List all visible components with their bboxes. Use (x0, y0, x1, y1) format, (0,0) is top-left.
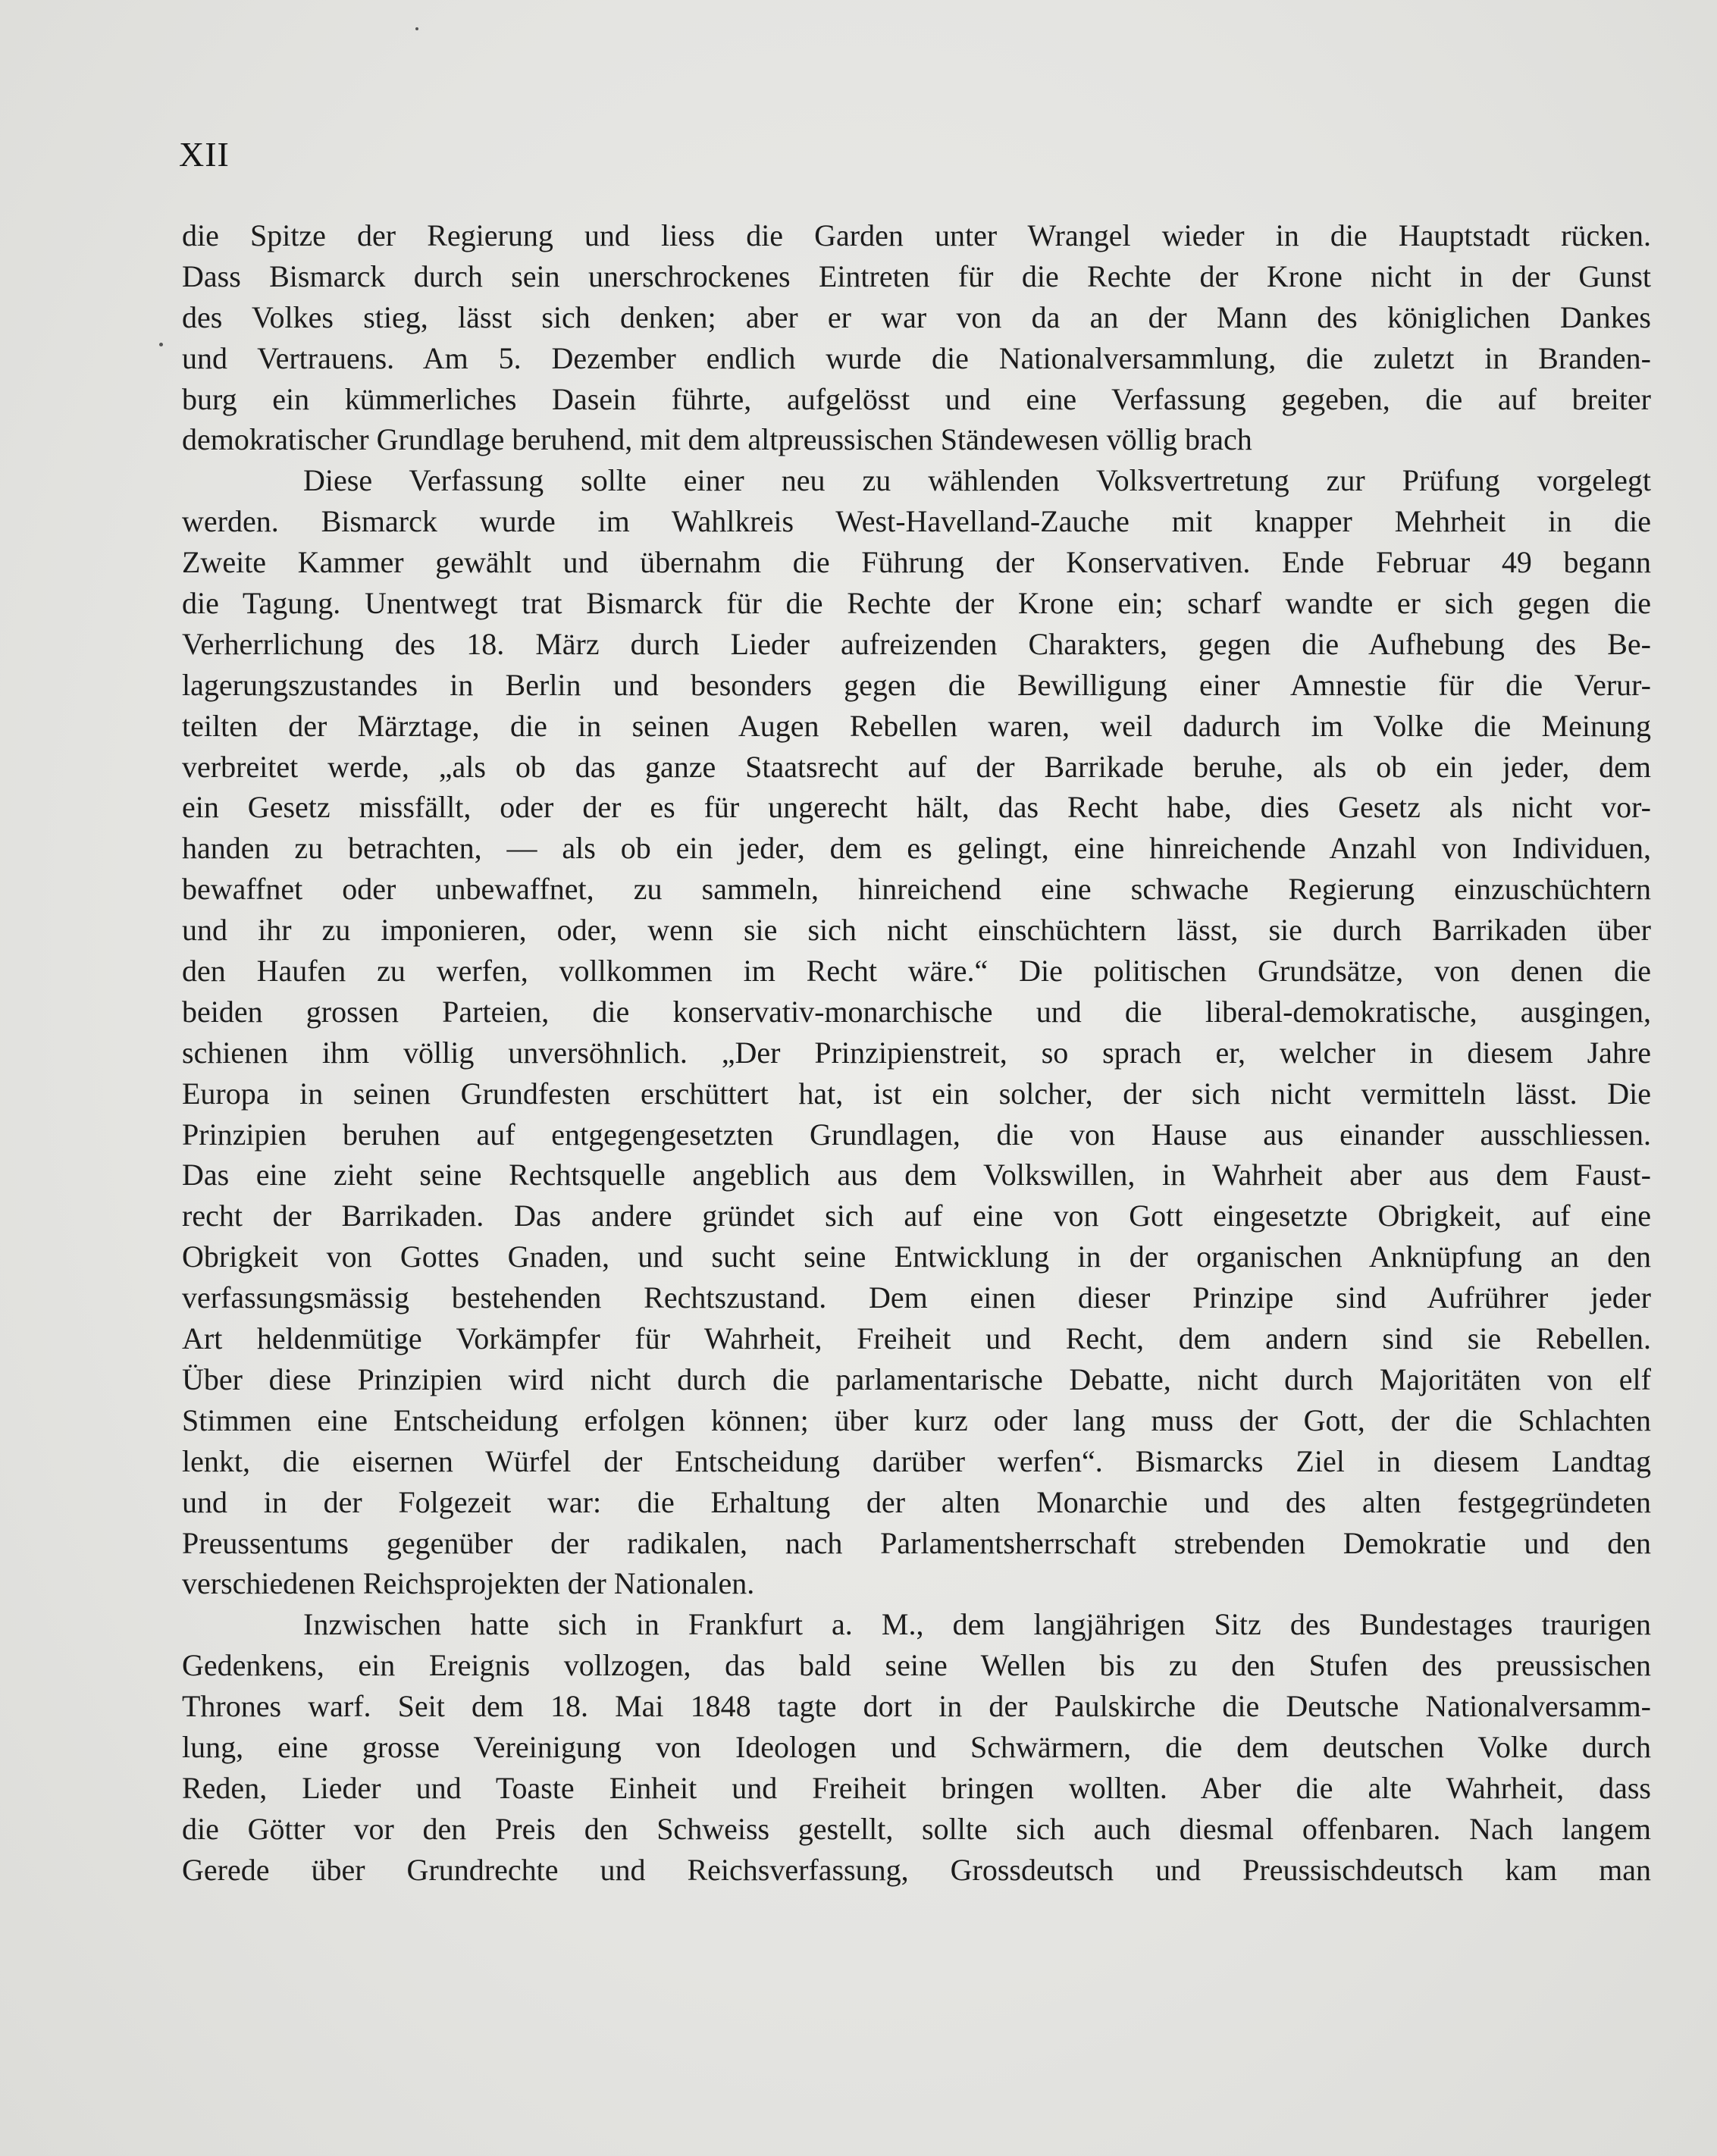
text-line: und in der Folgezeit war: die Erhaltung der alten Monarchie und des alten festgegründeten (182, 1484, 1651, 1519)
text-line: Reden, Lieder und Toaste Einheit und Freiheit bringen wollten. Aber die alte Wahrheit, dass (182, 1770, 1651, 1805)
text-line: verschiedenen Reichsprojekten der Nationalen. (182, 1566, 755, 1601)
text-line: und ihr zu imponieren, oder, wenn sie sich nicht einschüchtern lässt, sie durch Barrikaden über (182, 913, 1651, 948)
text-line: recht der Barrikaden. Das andere gründet sich auf eine von Gott eingesetzte Obrigkeit, auf eine (182, 1199, 1651, 1233)
text-line: Obrigkeit von Gottes Gnaden, und sucht seine Entwicklung in der organischen Anknüpfung an den (182, 1239, 1651, 1274)
scan-speck (415, 27, 418, 30)
scan-speck (159, 343, 163, 346)
text-line: beiden grossen Parteien, die konservativ-monarchische und die liberal-demokratische, ausgingen, (182, 994, 1651, 1029)
text-line: verbreitet werde, „als ob das ganze Staatsrecht auf der Barrikade beruhe, als ob ein jeder, dem (182, 749, 1651, 784)
text-line: lung, eine grosse Vereinigung von Ideologen und Schwärmern, die dem deutschen Volke durch (182, 1729, 1651, 1764)
text-line: Prinzipien beruhen auf entgegengesetzten Grundlagen, die von Hause aus einander ausschliessen. (182, 1117, 1651, 1152)
text-line: Art heldenmütige Vorkämpfer für Wahrheit, Freiheit und Recht, dem andern sind sie Rebellen. (182, 1321, 1651, 1356)
text-line: Thrones warf. Seit dem 18. Mai 1848 tagte dort in der Paulskirche die Deutsche Nationalversamm- (182, 1689, 1651, 1724)
text-line: die Tagung. Unentwegt trat Bismarck für die Rechte der Krone ein; scharf wandte er sich gegen die (182, 586, 1651, 621)
text-line: und Vertrauens. Am 5. Dezember endlich wurde die Nationalversammlung, die zuletzt in Branden- (182, 340, 1651, 375)
text-line: Über diese Prinzipien wird nicht durch die parlamentarische Debatte, nicht durch Majoritäten von elf (182, 1362, 1651, 1396)
text-line: burg ein kümmerliches Dasein führte, aufgelösst und eine Verfassung gegeben, die auf breiter (182, 381, 1651, 416)
text-line: Das eine zieht seine Rechtsquelle angeblich aus dem Volkswillen, in Wahrheit aber aus dem Faust- (182, 1158, 1651, 1192)
text-line: Gedenkens, ein Ereignis vollzogen, das bald seine Wellen bis zu den Stufen des preussischen (182, 1648, 1651, 1683)
text-line: lagerungszustandes in Berlin und besonders gegen die Bewilligung einer Amnestie für die Verur- (182, 667, 1651, 702)
text-line: lenkt, die eisernen Würfel der Entscheidung darüber werfen“. Bismarcks Ziel in diesem Landtag (182, 1443, 1651, 1478)
text-line: verfassungsmässig bestehenden Rechtszustand. Dem einen dieser Prinzipe sind Aufrührer jeder (182, 1280, 1651, 1315)
text-line: Gerede über Grundrechte und Reichsverfassung, Grossdeutsch und Preussischdeutsch kam man (182, 1852, 1651, 1887)
text-line: ein Gesetz missfällt, oder der es für ungerecht hält, das Recht habe, dies Gesetz als nicht vor- (182, 790, 1651, 825)
text-line: Verherrlichung des 18. März durch Lieder aufreizenden Charakters, gegen die Aufhebung des Be- (182, 626, 1651, 661)
text-line: teilten der Märztage, die in seinen Augen Rebellen waren, weil dadurch im Volke die Meinung (182, 708, 1651, 743)
text-line: Stimmen eine Entscheidung erfolgen können; über kurz oder lang muss der Gott, der die Schlachten (182, 1402, 1651, 1437)
text-line: Inzwischen hatte sich in Frankfurt a. M., dem langjährigen Sitz des Bundestages traurigen (303, 1607, 1651, 1642)
text-line: den Haufen zu werfen, vollkommen im Recht wäre.“ Die politischen Grundsätze, von denen die (182, 954, 1651, 989)
text-line: Dass Bismarck durch sein unerschrockenes Eintreten für die Rechte der Krone nicht in der Gunst (182, 259, 1651, 293)
text-line: schienen ihm völlig unversöhnlich. „Der Prinzipienstreit, so sprach er, welcher in diesem Jahre (182, 1035, 1651, 1070)
text-line: Preussentums gegenüber der radikalen, nach Parlamentsherrschaft strebenden Demokratie und den (182, 1525, 1651, 1560)
text-line: die Götter vor den Preis den Schweiss gestellt, sollte sich auch diesmal offenbaren. Nach langem (182, 1811, 1651, 1846)
page-number: XII (179, 135, 230, 174)
body-text (182, 215, 1651, 1891)
text-line: Diese Verfassung sollte einer neu zu wählenden Volksvertretung zur Prüfung vorgelegt (303, 463, 1651, 498)
text-line: demokratischer Grundlage beruhend, mit dem altpreussischen Ständewesen völlig brach (182, 422, 1252, 457)
text-line: bewaffnet oder unbewaffnet, zu sammeln, hinreichend eine schwache Regierung einzuschüchtern (182, 872, 1651, 907)
text-line: Europa in seinen Grundfesten erschüttert hat, ist ein solcher, der sich nicht vermitteln lässt. Die (182, 1076, 1651, 1111)
text-line: des Volkes stieg, lässt sich denken; aber er war von da an der Mann des königlichen Dankes (182, 299, 1651, 334)
text-line: werden. Bismarck wurde im Wahlkreis West-Havelland-Zauche mit knapper Mehrheit in die (182, 504, 1651, 539)
text-line: die Spitze der Regierung und liess die Garden unter Wrangel wieder in die Hauptstadt rücken. (182, 218, 1651, 252)
text-line: handen zu betrachten, — als ob ein jeder, dem es gelingt, eine hinreichende Anzahl von Individuen, (182, 831, 1651, 866)
text-line: Zweite Kammer gewählt und übernahm die Führung der Konservativen. Ende Februar 49 begann (182, 545, 1651, 580)
